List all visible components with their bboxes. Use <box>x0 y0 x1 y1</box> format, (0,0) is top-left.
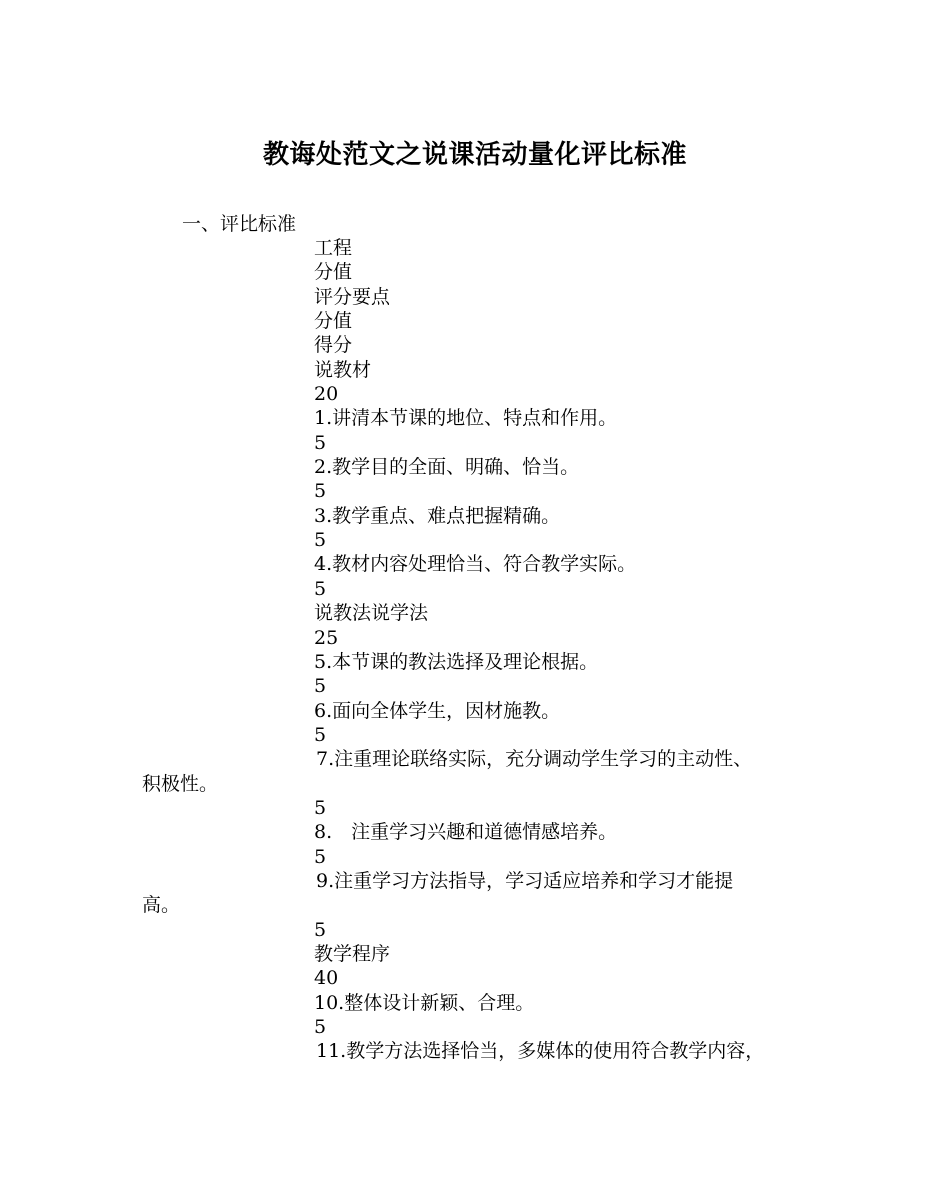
text-line: 40 <box>314 967 339 990</box>
text-line: 5.本节课的教法选择及理论根据。 <box>314 650 599 673</box>
text-line: 得分 <box>314 334 353 357</box>
section-heading: 一、评比标准 <box>182 213 297 235</box>
text-line: 2.教学目的全面、明确、恰当。 <box>314 456 580 479</box>
text-line: 积极性。 <box>142 772 219 795</box>
text-line: 5 <box>314 918 327 941</box>
text-line: 5 <box>314 431 327 454</box>
text-line: 分值 <box>314 310 353 333</box>
document-title: 教诲处范文之说课活动量化评比标准 <box>262 140 687 170</box>
text-line: 25 <box>314 626 339 649</box>
text-line: 高。 <box>142 894 181 917</box>
text-line: 5 <box>314 529 327 552</box>
text-line: 7.注重理论联络实际，充分调动学生学习的主动性、 <box>316 748 753 771</box>
text-line: 工程 <box>314 237 353 259</box>
text-line: 5 <box>314 577 327 600</box>
text-line: 5 <box>314 796 327 819</box>
text-line: 1.讲清本节课的地位、特点和作用。 <box>314 407 618 430</box>
text-line: 4.教材内容处理恰当、符合教学实际。 <box>314 553 637 576</box>
text-line: 8. 注重学习兴趣和道德情感培养。 <box>314 821 618 844</box>
text-line: 说教法说学法 <box>314 602 429 625</box>
text-line: 说教材 <box>314 358 372 381</box>
text-line: 10.整体设计新颖、合理。 <box>314 991 535 1014</box>
text-line: 5 <box>314 723 327 746</box>
document-body <box>142 236 842 1064</box>
text-line: 教学程序 <box>314 942 391 965</box>
text-line: 11.教学方法选择恰当，多媒体的使用符合教学内容， <box>316 1040 765 1063</box>
text-line: 20 <box>314 383 339 406</box>
text-line: 5 <box>314 480 327 503</box>
text-line: 分值 <box>314 261 353 284</box>
text-line: 5 <box>314 675 327 698</box>
text-line: 5 <box>314 1016 327 1038</box>
text-line: 6.面向全体学生，因材施教。 <box>314 699 561 722</box>
text-line: 3.教学重点、难点把握精确。 <box>314 504 561 527</box>
text-line: 9.注重学习方法指导，学习适应培养和学习才能提 <box>316 869 734 892</box>
text-line: 评分要点 <box>314 285 391 308</box>
text-line: 5 <box>314 845 327 868</box>
